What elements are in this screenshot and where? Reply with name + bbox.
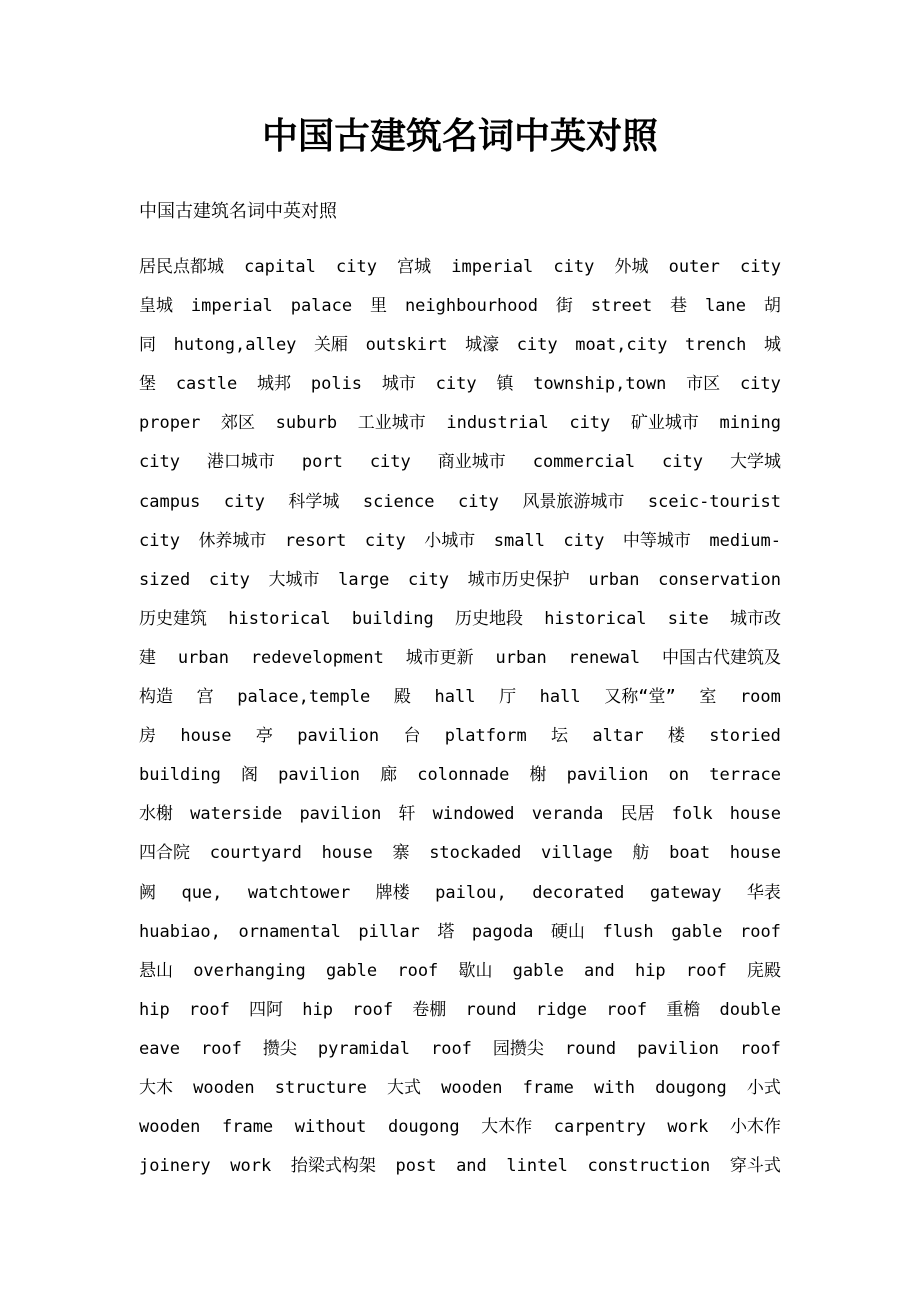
glossary-text [139, 248, 781, 1186]
text-line: 同 hutong,alley 关厢 outskirt 城濠 city moat,city trench 城 [139, 335, 781, 356]
text-line: huabiao, ornamental pillar 塔 pagoda 硬山 flush gable roof [139, 921, 781, 942]
text-line: 水榭 waterside pavilion 轩 windowed veranda 民居 folk house [139, 804, 781, 825]
text-line: 构造 宫 palace,temple 殿 hall 厅 hall 又称“堂” 室 room [139, 687, 781, 708]
text-line: 皇城 imperial palace 里 neighbourhood 街 street 巷 lane 胡 [139, 296, 781, 317]
text-line: 四合院 courtyard house 寨 stockaded village 舫 boat house [139, 843, 781, 864]
text-line: eave roof 攒尖 pyramidal roof 园攒尖 round pavilion roof [139, 1038, 781, 1059]
text-line: campus city 科学城 science city 风景旅游城市 sceic-tourist [139, 491, 781, 512]
text-line: 历史建筑 historical building 历史地段 historical site 城市改 [139, 608, 781, 629]
text-line: city 港口城市 port city 商业城市 commercial city 大学城 [139, 452, 781, 473]
text-line: wooden frame without dougong 大木作 carpentry work 小木作 [139, 1117, 781, 1138]
text-line: 房 house 亭 pavilion 台 platform 坛 altar 楼 storied [139, 726, 781, 747]
text-line: hip roof 四阿 hip roof 卷棚 round ridge roof 重檐 double [139, 999, 781, 1020]
document-subtitle: 中国古建筑名词中英对照 [139, 201, 337, 222]
text-line: 阙 que, watchtower 牌楼 pailou, decorated gateway 华表 [139, 882, 781, 903]
document-title: 中国古建筑名词中英对照 [261, 115, 658, 157]
text-line: proper 郊区 suburb 工业城市 industrial city 矿业城市 mining [139, 413, 781, 434]
text-line: building 阁 pavilion 廊 colonnade 榭 pavilion on terrace [139, 765, 781, 786]
text-line: 建 urban redevelopment 城市更新 urban renewal 中国古代建筑及 [139, 647, 781, 668]
text-line: 悬山 overhanging gable roof 歇山 gable and hip roof 庑殿 [139, 960, 781, 981]
text-line: city 休养城市 resort city 小城市 small city 中等城市 medium- [139, 530, 781, 551]
text-line: 大木 wooden structure 大式 wooden frame with dougong 小式 [139, 1077, 781, 1098]
text-line: 居民点都城 capital city 宫城 imperial city 外城 outer city [139, 257, 781, 277]
text-line: 堡 castle 城邦 polis 城市 city 镇 township,town 市区 city [139, 374, 781, 395]
text-line: joinery work 抬梁式构架 post and lintel construction 穿斗式 [139, 1156, 781, 1177]
text-line: sized city 大城市 large city 城市历史保护 urban conservation [139, 569, 781, 590]
